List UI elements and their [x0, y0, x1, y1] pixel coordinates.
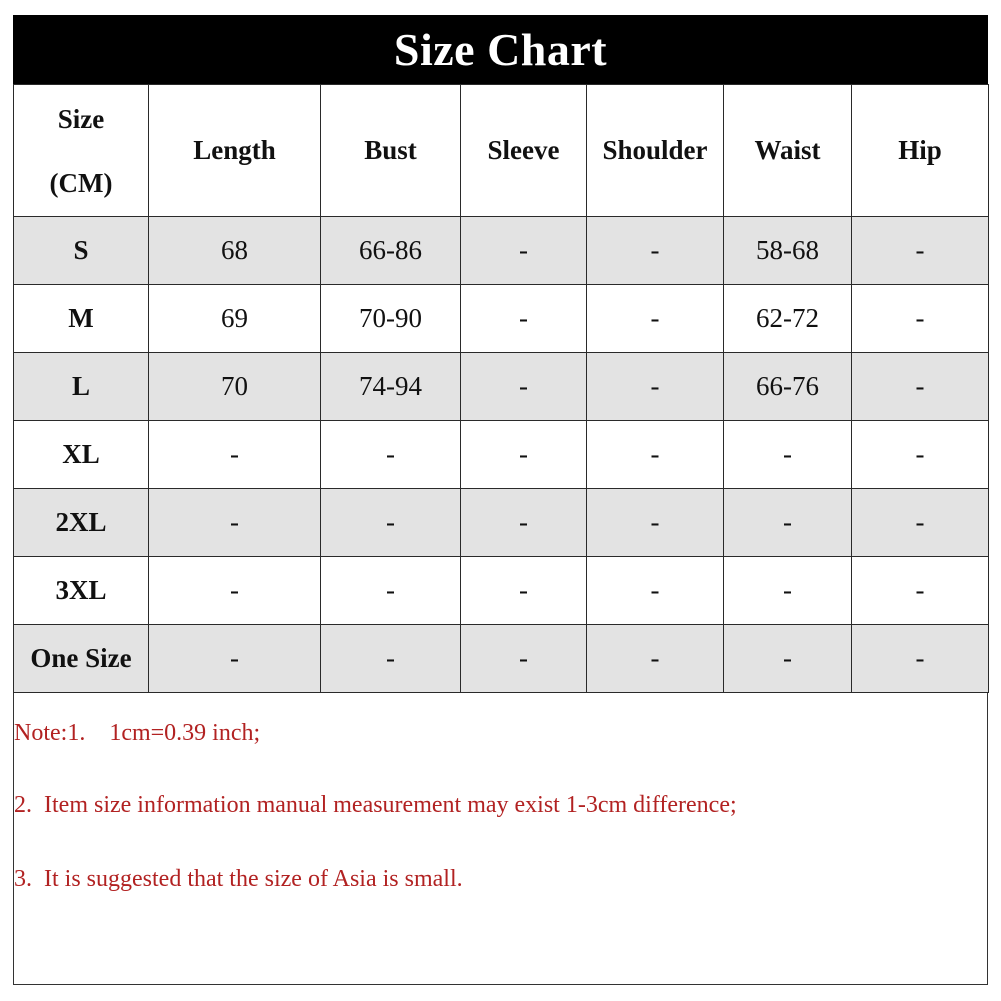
note-item: 3. It is suggested that the size of Asia is small.	[14, 866, 463, 892]
table-cell: -	[587, 217, 724, 285]
size-table	[13, 84, 989, 693]
table-row	[14, 625, 989, 693]
table-cell: -	[724, 625, 852, 693]
table-cell: -	[149, 557, 321, 625]
header-row	[14, 85, 989, 217]
table-cell: 58-68	[724, 217, 852, 285]
table-cell: 70	[149, 353, 321, 421]
size-column-header	[14, 85, 149, 217]
size-label: XL	[14, 421, 149, 489]
table-cell: -	[852, 421, 989, 489]
table-cell: -	[149, 421, 321, 489]
table-cell: 70-90	[321, 285, 461, 353]
table-row	[14, 421, 989, 489]
table-cell: -	[321, 557, 461, 625]
column-header-hip: Hip	[852, 85, 989, 217]
column-header-length: Length	[149, 85, 321, 217]
table-cell: -	[587, 625, 724, 693]
table-cell: -	[461, 489, 587, 557]
column-header-waist: Waist	[724, 85, 852, 217]
table-cell: -	[724, 421, 852, 489]
size-label: 2XL	[14, 489, 149, 557]
column-header-bust: Bust	[321, 85, 461, 217]
table-cell: -	[461, 557, 587, 625]
table-cell: -	[587, 557, 724, 625]
table-cell: -	[461, 217, 587, 285]
table-cell: -	[587, 285, 724, 353]
table-cell: -	[149, 625, 321, 693]
table-cell: 66-76	[724, 353, 852, 421]
note-item: Note:1. 1cm=0.39 inch;	[14, 720, 261, 746]
table-cell: -	[149, 489, 321, 557]
table-cell: -	[461, 353, 587, 421]
column-header-sleeve: Sleeve	[461, 85, 587, 217]
table-cell: -	[852, 353, 989, 421]
table-cell: -	[724, 489, 852, 557]
table-row	[14, 285, 989, 353]
table-cell: 74-94	[321, 353, 461, 421]
table-cell: -	[587, 421, 724, 489]
table-cell: -	[852, 489, 989, 557]
table-cell: 68	[149, 217, 321, 285]
size-label: S	[14, 217, 149, 285]
table-cell: -	[852, 625, 989, 693]
column-header-shoulder: Shoulder	[587, 85, 724, 217]
table-cell: -	[852, 217, 989, 285]
table-row	[14, 557, 989, 625]
table-cell: 66-86	[321, 217, 461, 285]
table-cell: -	[852, 557, 989, 625]
table-cell: -	[461, 421, 587, 489]
table-cell: 69	[149, 285, 321, 353]
table-row	[14, 353, 989, 421]
chart-title-text: Size Chart	[393, 24, 608, 75]
table-cell: -	[587, 353, 724, 421]
chart-title	[13, 15, 988, 84]
size-label: 3XL	[14, 557, 149, 625]
size-label: One Size	[14, 625, 149, 693]
table-cell: -	[461, 625, 587, 693]
table-row	[14, 217, 989, 285]
size-header-line2: (CM)	[49, 167, 113, 198]
table-cell: -	[321, 489, 461, 557]
table-cell: -	[461, 285, 587, 353]
size-label: L	[14, 353, 149, 421]
table-cell: -	[724, 557, 852, 625]
size-label: M	[14, 285, 149, 353]
table-cell: 62-72	[724, 285, 852, 353]
table-row	[14, 489, 989, 557]
note-item: 2. Item size information manual measurement may exist 1-3cm difference;	[14, 792, 737, 818]
table-cell: -	[321, 625, 461, 693]
table-cell: -	[852, 285, 989, 353]
table-cell: -	[587, 489, 724, 557]
size-header-line1: Size	[57, 103, 105, 134]
table-cell: -	[321, 421, 461, 489]
